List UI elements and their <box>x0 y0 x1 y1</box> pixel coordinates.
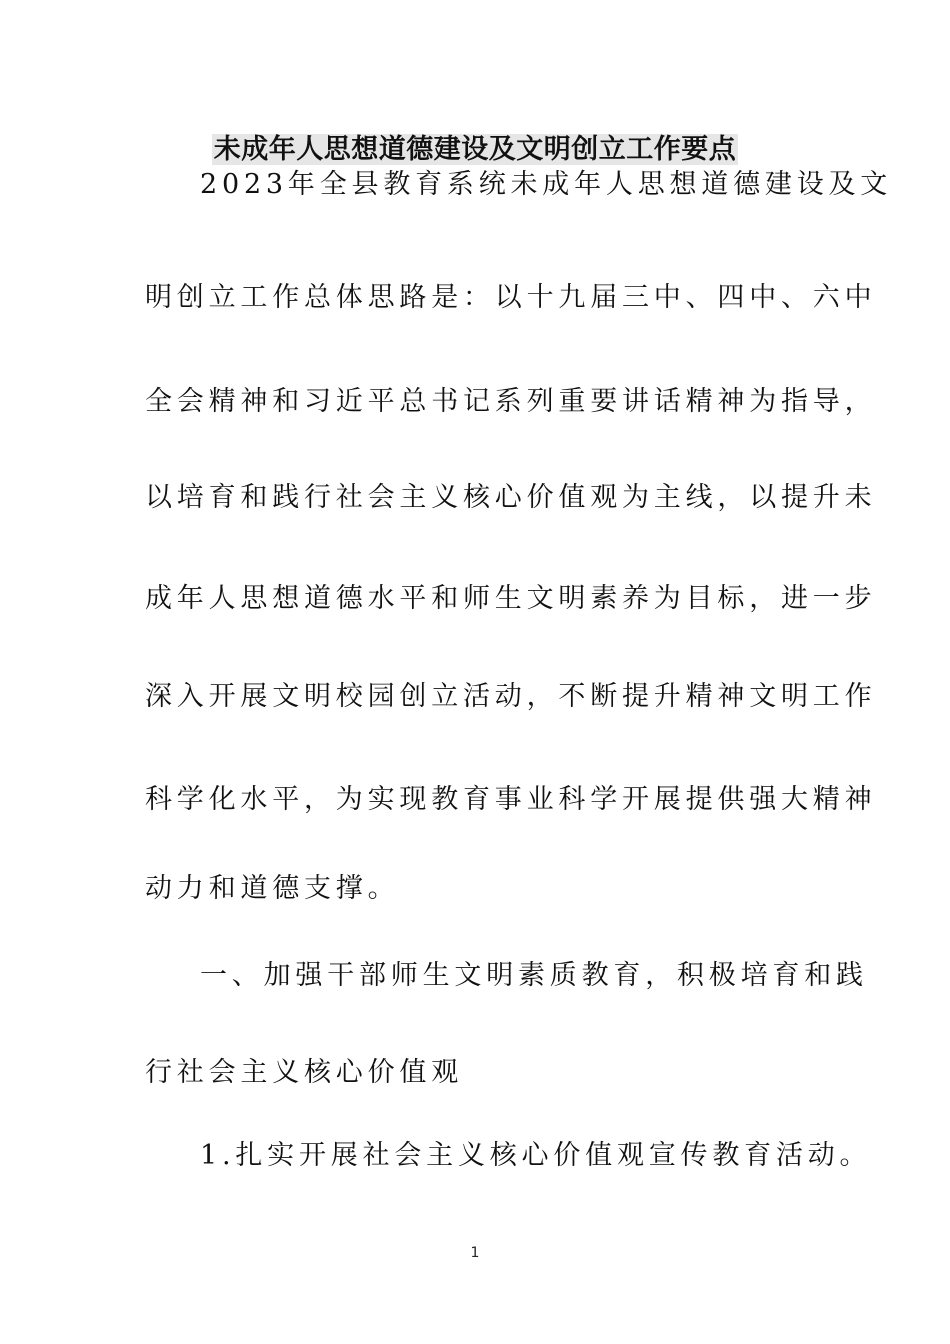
paragraph-1-line-2: 明创立工作总体思路是：以十九届三中、四中、六中 <box>145 282 877 313</box>
section-1-heading-line-1: 一、加强干部师生文明素质教育，积极培育和践 <box>200 960 868 991</box>
paragraph-1-line-8: 动力和道德支撑。 <box>145 873 400 904</box>
paragraph-1-line-3: 全会精神和习近平总书记系列重要讲话精神为指导， <box>145 386 877 417</box>
section-1-heading-line-2: 行社会主义核心价值观 <box>145 1057 463 1088</box>
item-1: 1.扎实开展社会主义核心价值观宣传教育活动。 <box>200 1140 872 1171</box>
paragraph-1-line-6: 深入开展文明校园创立活动，不断提升精神文明工作 <box>145 681 877 712</box>
document-title <box>0 130 950 170</box>
paragraph-1-line-4: 以培育和践行社会主义核心价值观为主线，以提升未 <box>145 482 877 513</box>
paragraph-1-line-7: 科学化水平，为实现教育事业科学开展提供强大精神 <box>145 784 877 815</box>
paragraph-1-line-5: 成年人思想道德水平和师生文明素养为目标，进一步 <box>145 583 877 614</box>
paragraph-1-line-1: 2023年全县教育系统未成年人思想道德建设及文 <box>200 169 893 200</box>
document-title-text: 未成年人思想道德建设及文明创立工作要点 <box>213 134 737 165</box>
page-number: 1 <box>470 1245 480 1261</box>
